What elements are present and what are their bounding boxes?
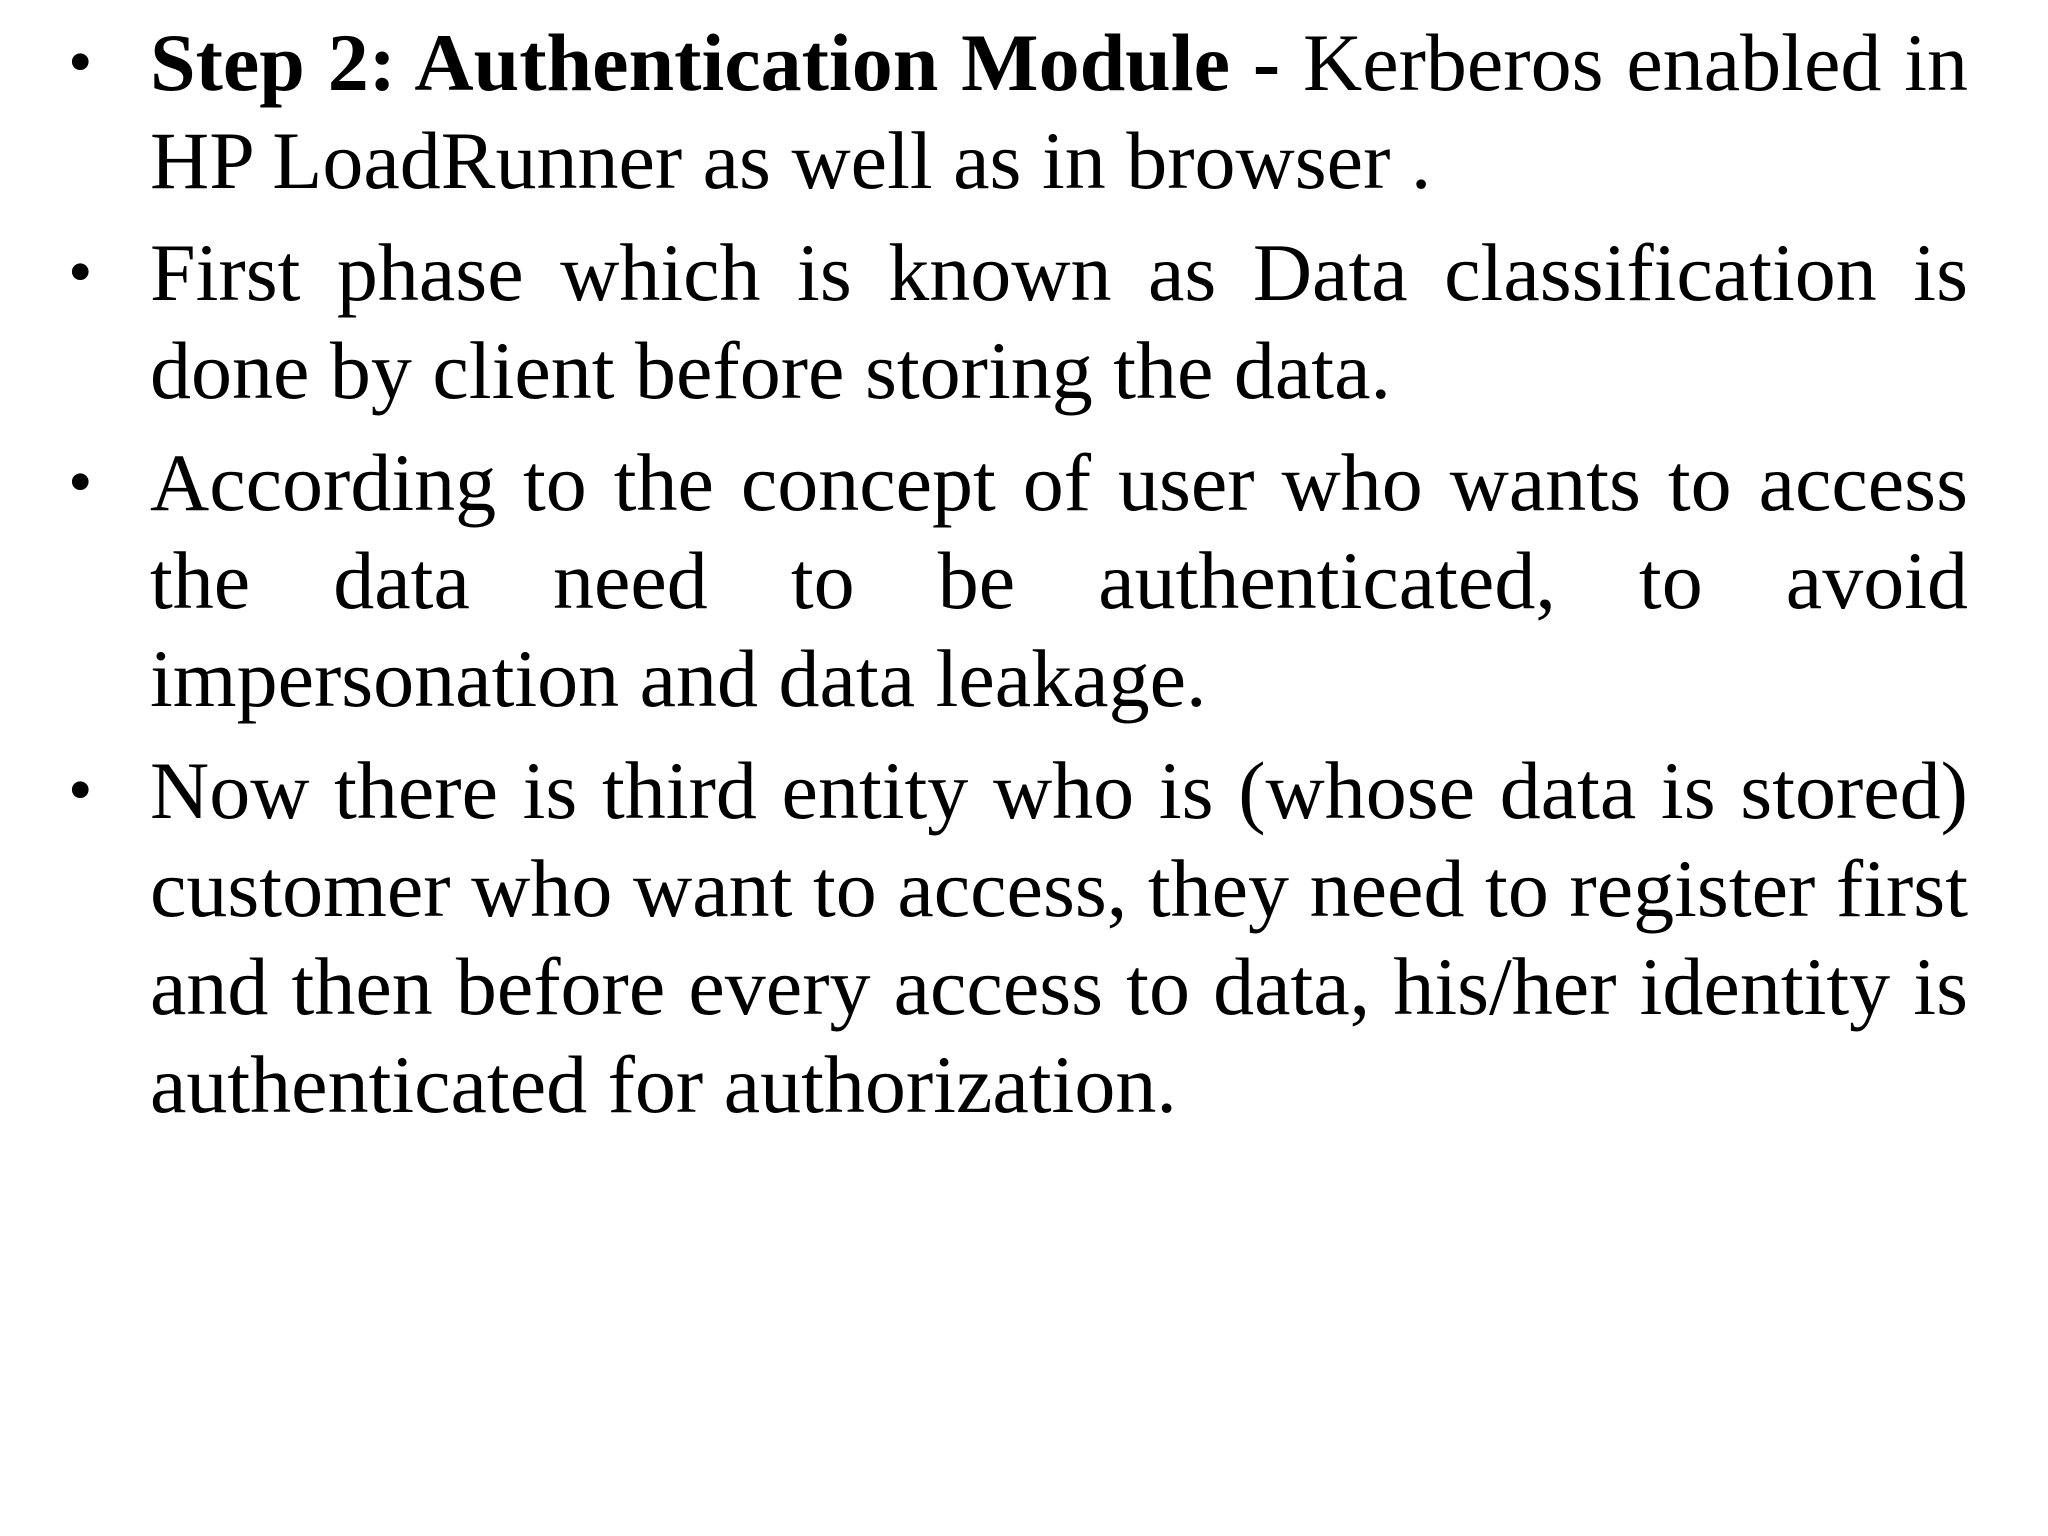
bullet-item-authentication-module: [68, 14, 1968, 210]
step-heading: Step 2: Authentication Module -: [150, 17, 1303, 108]
bullet-text: According to the concept of user who wants to access the data need to be authenticated, to avoid impersonation and data leakage.: [150, 437, 1968, 724]
bullet-icon: •: [68, 752, 93, 829]
bullet-icon: •: [68, 24, 93, 101]
bullet-item-user-authentication: [68, 434, 1968, 728]
bullet-icon: •: [68, 234, 93, 311]
bullet-text: Kerberos enabled in HP LoadRunner as well as in browser .: [150, 17, 1968, 206]
bullet-list: [68, 14, 1968, 1148]
bullet-item-third-entity: [68, 742, 1968, 1134]
bullet-item-data-classification: [68, 224, 1968, 420]
bullet-icon: •: [68, 444, 93, 521]
bullet-text: Now there is third entity who is (whose data is stored) customer who want to access, they need to register first and then before every access to data, his/her identity is authenticated for authorization.: [150, 745, 1968, 1130]
bullet-text: First phase which is known as Data classification is done by client before storing the data.: [150, 227, 1968, 416]
